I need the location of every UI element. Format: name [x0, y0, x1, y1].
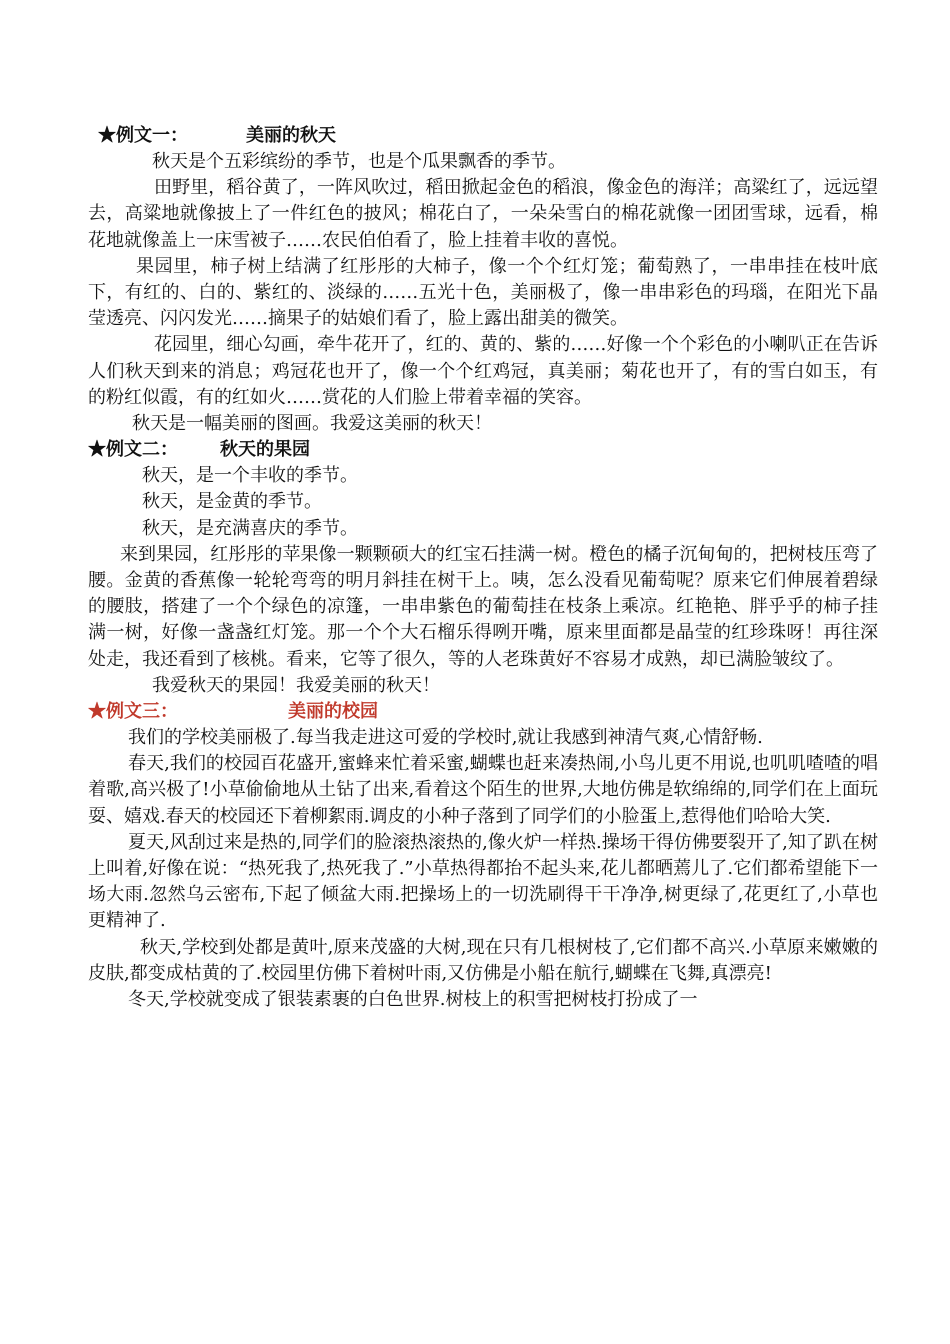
essay3-paragraph: 秋天,学校到处都是黄叶,原来茂盛的大树,现在只有几根树枝了,它们都不高兴.小草原来嫩嫩的皮肤,都变成枯黄的了.校园里仿佛下着树叶雨,又仿佛是小船在航行,蝴蝶在飞舞,真漂亮! [88, 936, 878, 984]
essay2-paragraph: 秋天，是一个丰收的季节。 [142, 465, 358, 487]
essay1-paragraph: 秋天是个五彩缤纷的季节，也是个瓜果飘香的季节。 [152, 151, 566, 172]
essay2-label: ★例文二： [88, 439, 178, 461]
essay2-paragraph: 来到果园，红彤彤的苹果像一颗颗硕大的红宝石挂满一树。橙色的橘子沉甸甸的，把树枝压弯了腰。金黄的香蕉像一轮轮弯弯的明月斜挂在树干上。咦，怎么没看见葡萄呢？原来它们伸展着碧绿的腰肢，搭建了一个个绿色的凉篷，一串串紫色的葡萄挂在枝条上乘凉。红艳艳、胖乎乎的柿子挂满一树，好像一盏盏红灯笼。那一个个大石榴乐得咧开嘴，原来里面都是晶莹的红珍珠呀！再往深处走，我还看到了核桃。看来，它等了很久，等的人老珠黄好不容易才成熟，却已满脸皱纹了。 [88, 543, 878, 670]
essay2-paragraph: 我爱秋天的果园！我爱美丽的秋天！ [152, 674, 440, 696]
document-page [88, 123, 878, 1013]
essay3-label: ★例文三： [88, 701, 178, 723]
essay3-title: 美丽的校园 [288, 701, 378, 723]
essay3-paragraph: 冬天,学校就变成了银装素裹的白色世界.树枝上的积雪把树枝打扮成了一 [128, 989, 698, 1011]
essay1-heading [88, 123, 878, 149]
essay3-paragraph: 我们的学校美丽极了.每当我走进这可爱的学校时,就让我感到神清气爽,心情舒畅. [128, 727, 763, 749]
essay2-paragraph: 秋天，是金黄的季节。 [142, 491, 322, 513]
essay1-paragraph: 田野里，稻谷黄了，一阵风吹过，稻田掀起金色的稻浪，像金色的海洋；高粱红了，远远望去，高粱地就像披上了一件红色的披风；棉花白了，一朵朵雪白的棉花就像一团团雪球，远看，棉花地就像盖上一床雪被子……农民伯伯看了，脸上挂着丰收的喜悦。 [88, 177, 878, 251]
essay2-paragraph: 秋天，是充满喜庆的季节。 [142, 517, 358, 539]
essay3-paragraph: 春天,我们的校园百花盛开,蜜蜂来忙着采蜜,蝴蝶也赶来凑热闹,小鸟儿更不用说,也叽叽喳喳的唱着歌,高兴极了!小草偷偷地从土钻了出来,看着这个陌生的世界,大地仿佛是软绵绵的,同学们在上面玩耍、嬉戏.春天的校园还下着柳絮雨.调皮的小种子落到了同学们的小脸蛋上,惹得他们哈哈大笑. [88, 753, 878, 827]
essay2-title: 秋天的果园 [220, 439, 310, 461]
essay3-heading [88, 699, 878, 725]
essay1-paragraph: 秋天是一幅美丽的图画。我爱这美丽的秋天！ [132, 413, 492, 435]
essay1-paragraph: 果园里，柿子树上结满了红彤彤的大柿子，像一个个红灯笼；葡萄熟了，一串串挂在枝叶底下，有红的、白的、紫红的、淡绿的……五光十色，美丽极了，像一串串彩色的玛瑙，在阳光下晶莹透亮、闪闪发光……摘果子的姑娘们看了，脸上露出甜美的微笑。 [88, 255, 878, 330]
essay2-heading [88, 437, 878, 463]
essay1-label: ★例文一： [98, 125, 188, 146]
essay3-paragraph: 夏天,风刮过来是热的,同学们的脸滚热滚热的,像火炉一样热.操场干得仿佛要裂开了,知了趴在树上叫着,好像在说：“热死我了,热死我了.”小草热得都抬不起头来,花儿都晒蔫儿了.它们都希望能下一场大雨.忽然乌云密布,下起了倾盆大雨.把操场上的一切洗刷得干干净净,树更绿了,花更红了,小草也更精神了. [88, 831, 878, 932]
essay1-paragraph: 花园里，细心勾画，牵牛花开了，红的、黄的、紫的……好像一个个彩色的小喇叭正在告诉人们秋天到来的消息；鸡冠花也开了，像一个个红鸡冠，真美丽；菊花也开了，有的雪白如玉，有的粉红似霞，有的红如火……赏花的人们脸上带着幸福的笑容。 [88, 334, 878, 408]
essay1-title: 美丽的秋天 [246, 125, 336, 146]
